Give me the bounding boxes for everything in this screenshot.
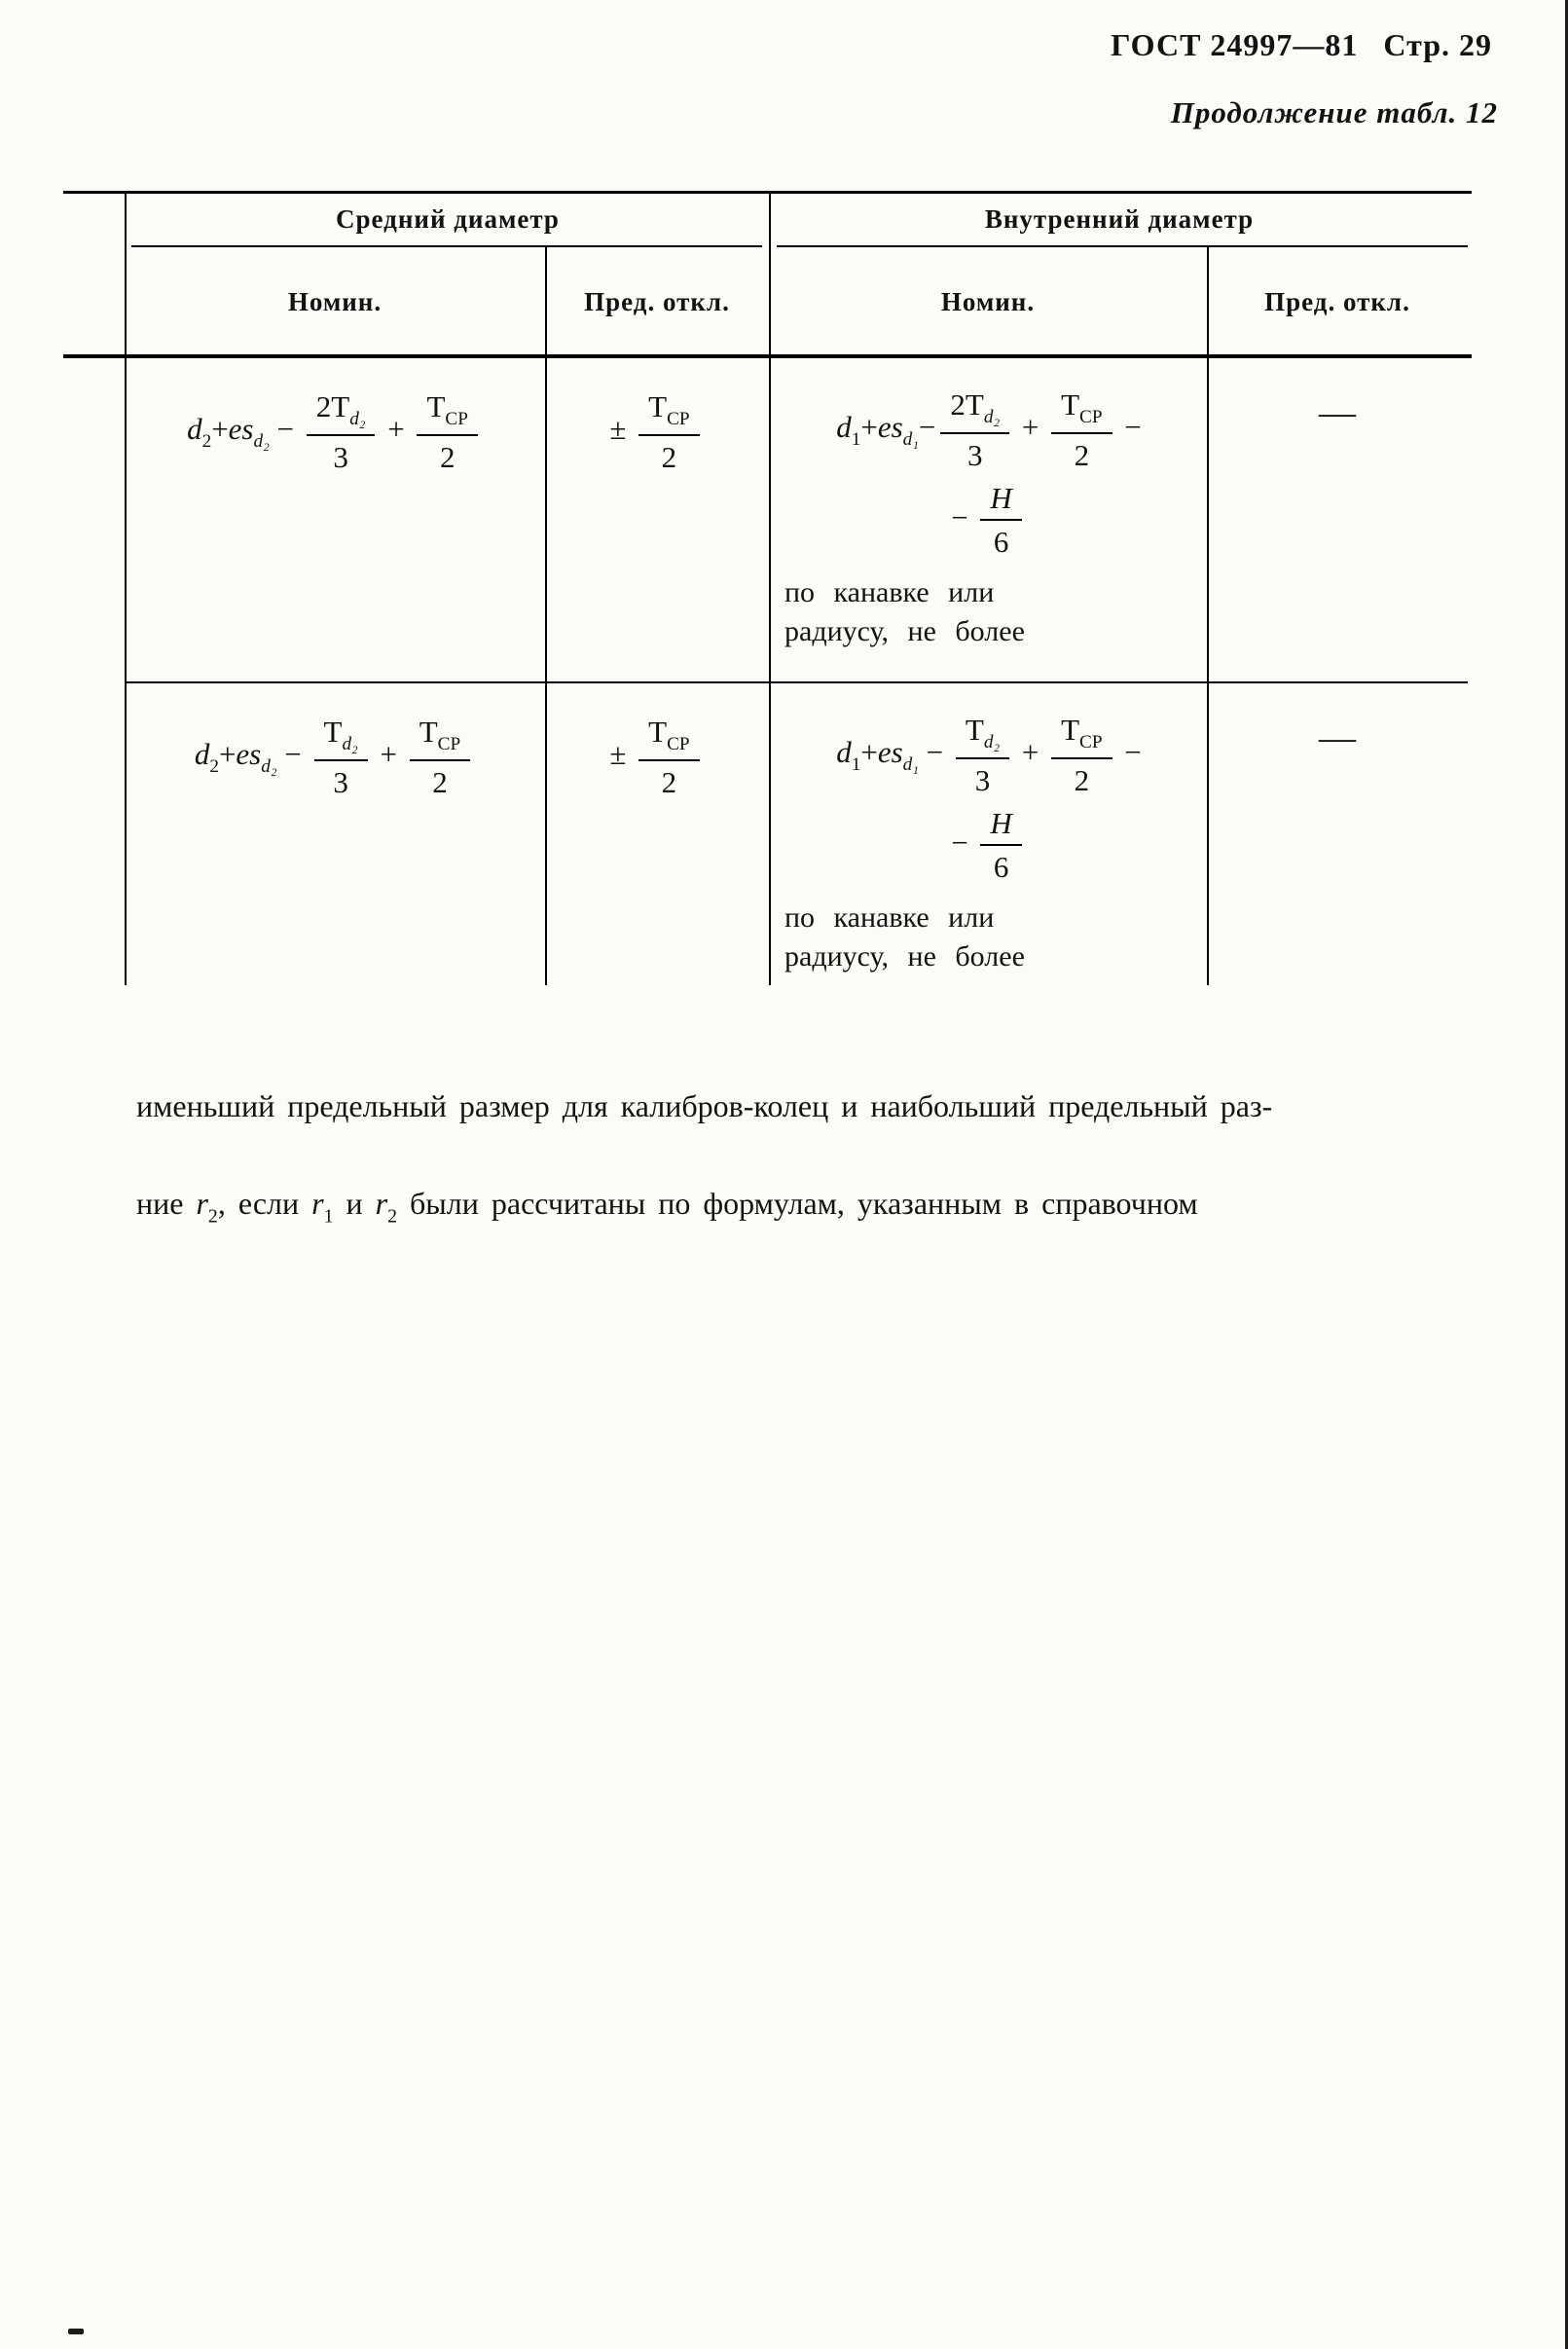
table-top-rule — [63, 191, 1472, 194]
formula-avg-nominal: $d_2+es_{d_2}$ − $\frac{2T_{d_2}}{3}$ + $\frac{T_{СР}}{2}$ — [187, 389, 483, 475]
formula-avg-nominal: $d_2+es_{d_2}$ − $\frac{T_{d_2}}{3}$ + $\frac{T_{СР}}{2}$ — [195, 715, 475, 800]
column-header-avg-deviation — [545, 251, 769, 352]
page-header — [1111, 27, 1492, 63]
table-caption: Продолжение табл. 12 — [1170, 95, 1498, 129]
doc-number: ГОСТ 24997—81 — [1111, 27, 1359, 62]
note-line: радиусу, не более — [784, 940, 1025, 973]
table-row-1-avg-nominal-cell — [125, 358, 545, 681]
dash-value: — — [1319, 392, 1356, 433]
note-line: по канавке или — [784, 901, 995, 935]
formula-inner-nominal-line2: − $\frac{H}{6}$ — [771, 481, 1207, 560]
formula-inner-nominal-line1: $d_1+es_{d_1}$ − $\frac{T_{d_2}}{3}$ + $\frac{T_{СР}}{2}$ − — [836, 713, 1142, 798]
column-header-label: Номин. — [287, 286, 383, 316]
table-row-2-inner-nominal-cell — [771, 683, 1207, 983]
body-text-line-2: ние $r_2$, если $r_1$ и $r_2$ были рассчитаны по формулам, указанным в справочном — [136, 1186, 1198, 1228]
note-line: по канавке или — [784, 576, 995, 609]
table-row-2-inner-deviation-cell — [1207, 683, 1468, 983]
column-group-label: Средний диаметр — [336, 203, 560, 234]
column-group-label: Внутренний диаметр — [984, 203, 1255, 234]
formula-inner-nominal-line2: − $\frac{H}{6}$ — [771, 806, 1207, 885]
column-header-label: Пред. откл. — [1264, 286, 1410, 316]
avg-group-underline — [131, 245, 762, 247]
column-group-average-diameter — [127, 195, 769, 243]
scan-speck — [68, 2329, 84, 2334]
table-row-1-inner-deviation-cell — [1207, 358, 1468, 681]
table-row-1-inner-nominal-cell — [771, 358, 1207, 681]
column-header-label: Пред. откл. — [584, 286, 730, 316]
body-text-line-1: именьший предельный размер для калибров-колец и наибольший предельный раз- — [136, 1088, 1273, 1123]
table-row-2-avg-deviation-cell — [545, 683, 769, 983]
page-number: Стр. 29 — [1383, 27, 1492, 62]
formula-avg-deviation: ± $\frac{T_{СР}}{2}$ — [609, 715, 704, 800]
column-group-inner-diameter — [771, 195, 1468, 243]
column-header-inner-nominal — [769, 251, 1207, 352]
column-header-label: Номин. — [940, 286, 1036, 316]
formula-avg-deviation: ± $\frac{T_{СР}}{2}$ — [609, 389, 704, 475]
table-row-2-avg-nominal-cell — [125, 683, 545, 983]
inner-group-underline — [777, 245, 1468, 247]
dash-value: — — [1319, 717, 1356, 758]
formula-inner-nominal-line1: $d_1+es_{d_1}-$ $\frac{2T_{d_2}}{3}$ + $\frac{T_{СР}}{2}$ − — [836, 387, 1142, 473]
table-row-1-avg-deviation-cell — [545, 358, 769, 681]
note-line: радиусу, не более — [784, 615, 1025, 648]
column-header-inner-deviation — [1207, 251, 1468, 352]
column-header-avg-nominal — [125, 251, 545, 352]
